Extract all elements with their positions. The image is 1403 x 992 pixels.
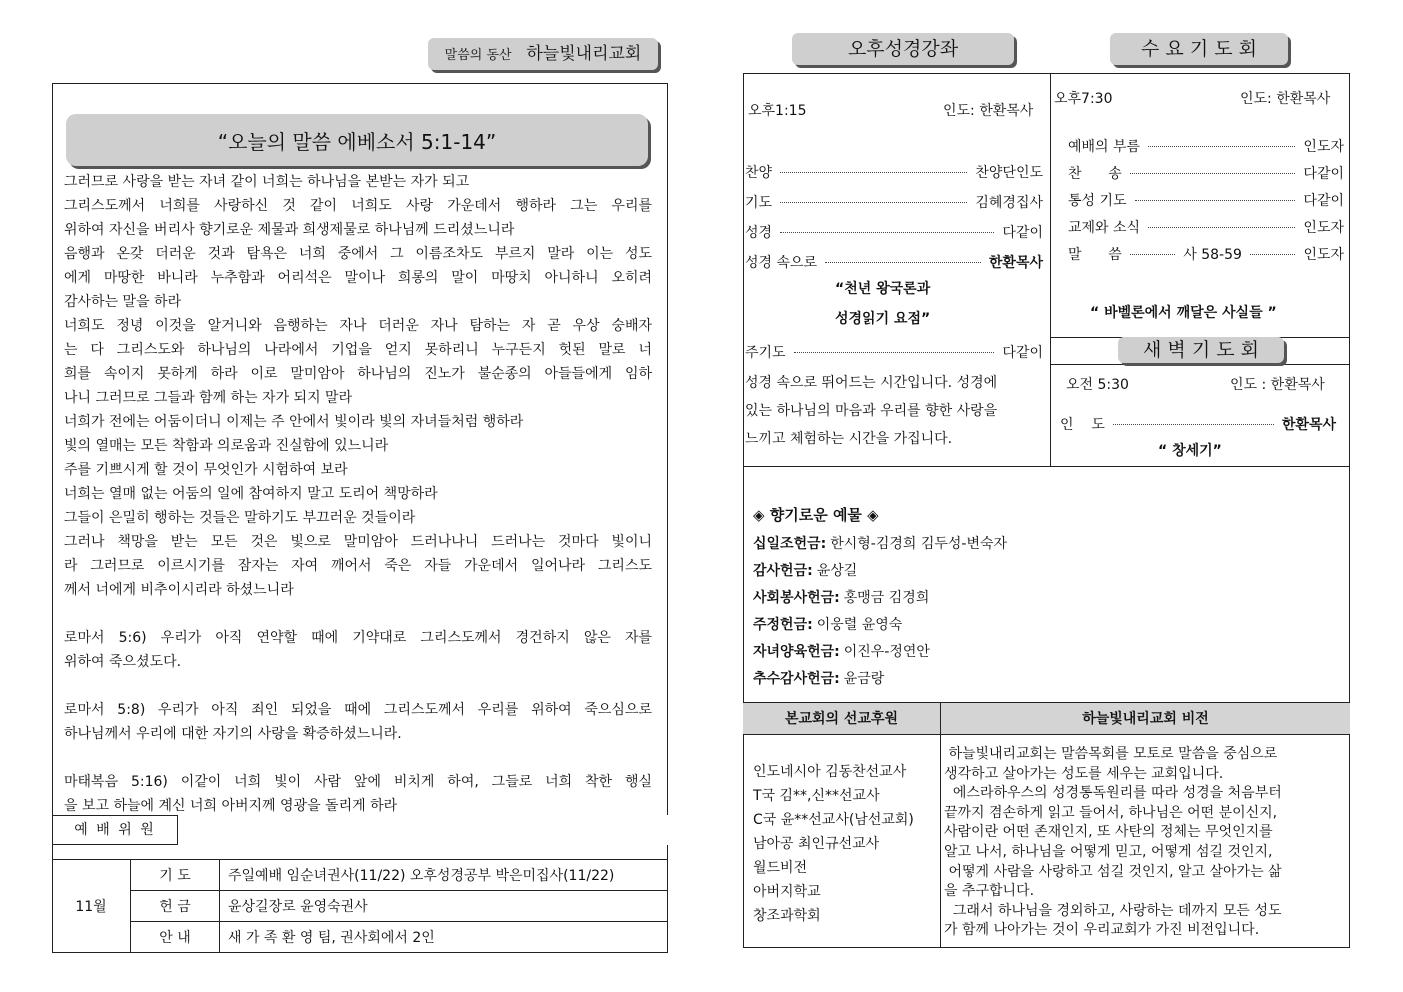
vision-line: 을 추구합니다. — [944, 883, 1035, 900]
table-row — [52, 860, 668, 891]
offering-item — [753, 668, 884, 688]
scripture-line: 로마서 5:6) 우리가 아직 연약할 때에 기약대로 그리스도께서 경건하지 않은 자를 — [64, 630, 652, 646]
order-row — [745, 252, 1043, 272]
order-value: 인도자 — [1303, 139, 1344, 155]
vision-line: 어떻게 사람을 사랑하고 섬길 것인지, 알고 살아가는 삶 — [944, 863, 1282, 880]
offering-kind: 사회봉사헌금: — [753, 590, 840, 606]
word-title: “오늘의 말씀 에베소서 5:1-14” — [217, 130, 497, 154]
dawn-banner — [1118, 337, 1284, 363]
vision-header: 하늘빛내리교회 비전 — [1082, 711, 1209, 727]
table-row — [52, 922, 668, 953]
offering-item — [753, 614, 902, 634]
order-label: 성경 — [745, 225, 773, 241]
offering-item — [753, 587, 929, 607]
dot-leader — [780, 202, 967, 203]
order-value: 다같이 — [1303, 166, 1344, 182]
mission-item: 창조과학회 — [753, 908, 821, 924]
order-value: 찬양단인도 — [975, 165, 1043, 181]
dot-leader — [780, 232, 994, 233]
afternoon-topic-1: “천년 왕국론과 — [835, 281, 931, 297]
scripture-line: 마태복음 5:16) 이같이 너희 빛이 사람 앞에 비치게 하여, 그들로 너희 착한 행실 — [64, 774, 652, 790]
afternoon-banner — [792, 33, 1014, 65]
dot-leader — [1135, 200, 1296, 201]
order-value: 김혜경집사 — [975, 195, 1043, 211]
dawn-title: 새 벽 기 도 회 — [1143, 339, 1259, 361]
dot-leader — [794, 352, 995, 353]
offering-item — [753, 533, 1007, 553]
mission-vision-divider — [940, 702, 941, 948]
afternoon-desc-1: 성경 속으로 뛰어드는 시간입니다. 성경에 — [745, 375, 998, 391]
afternoon-title: 오후성경강좌 — [847, 38, 959, 60]
offering-kind: 자녀양육헌금: — [753, 644, 840, 660]
column-divider — [1050, 73, 1051, 466]
order-row — [745, 192, 1043, 212]
dawn-divider — [1050, 364, 1350, 365]
afternoon-closing-row — [745, 342, 1043, 362]
committee-detail: 윤상길장로 윤영숙권사 — [220, 891, 669, 922]
order-label: 주기도 — [745, 345, 786, 361]
vision-line: 그래서 하나님을 경외하고, 사랑하는 데까지 모든 성도 — [944, 902, 1282, 919]
scripture-line: 나니 그러므로 그들과 함께 하는 자가 되지 말라 — [64, 390, 353, 406]
order-label: 교제와 소식 — [1068, 220, 1141, 236]
order-value: 다같이 — [1002, 345, 1043, 361]
offering-names: 한시형-김경희 김두성-변숙자 — [830, 536, 1008, 552]
order-label: 성경 속으로 — [745, 255, 818, 271]
order-value: 한환목사 — [988, 255, 1043, 271]
offering-names: 이진우-정연안 — [843, 644, 930, 660]
scripture-line: 로마서 5:8) 우리가 아직 죄인 되었을 때에 그리스도께서 우리를 위하여 죽으심으로 — [64, 702, 652, 718]
order-row — [1068, 244, 1344, 264]
dot-leader — [825, 262, 981, 263]
dot-leader — [1130, 254, 1176, 255]
scripture-line: 위하여 죽으셨도다. — [64, 654, 182, 670]
dawn-row — [1060, 414, 1336, 434]
scripture-line: 그리스도께서 너희를 사랑하신 것 같이 너희도 사랑 가운데서 행하라 그는 우리를 — [64, 198, 652, 214]
mission-item: C국 윤**선교사(남선교회) — [753, 812, 914, 828]
order-row — [1068, 136, 1344, 156]
order-row — [745, 222, 1043, 242]
dot-leader — [1148, 146, 1295, 147]
committee-detail: 새 가 족 환 영 팀, 권사회에서 2인 — [220, 922, 669, 953]
committee-label: 예 배 위 원 — [74, 822, 156, 838]
dawn-topic: “ 창세기” — [1158, 443, 1222, 459]
mission-item: 인도네시아 김동찬선교사 — [753, 764, 907, 780]
dawn-leader: 인도 : 한환목사 — [1230, 377, 1325, 393]
mission-item: 아버지학교 — [753, 884, 821, 900]
vision-line: 생각하고 살아가는 성도를 세우는 교회입니다. — [944, 765, 1224, 782]
dot-leader — [1113, 424, 1274, 425]
offering-item — [753, 641, 930, 661]
offering-names: 홍맹금 김경희 — [843, 590, 930, 606]
scripture-line: 희를 속이지 못하게 하라 이로 말미암아 하나님의 진노가 불순종의 아들들에게 임하 — [64, 366, 652, 382]
scripture-line: 그러나 책망을 받는 모든 것은 빛으로 말미암아 드러나나니 드러나는 것마다 빛이니 — [64, 534, 652, 550]
scripture-line: 하나님께서 우리에 대한 자기의 사랑을 확증하셨느니라. — [64, 726, 402, 742]
vision-line: 에스라하우스의 성경통독원리를 따라 성경을 처음부터 — [944, 785, 1282, 802]
order-row — [1068, 190, 1344, 210]
mission-item: 월드비전 — [753, 860, 808, 876]
vision-line: 하늘빛내리교회는 말씀목회를 모토로 말씀을 중심으로 — [944, 746, 1278, 762]
scripture-line: 너희도 정녕 이것을 알거니와 음행하는 자나 더러운 자나 탐하는 자 곧 우상 숭배자 — [64, 318, 652, 334]
dawn-label: 인 도 — [1060, 417, 1105, 433]
vision-line: 사람이란 어떤 존재인지, 또 사탄의 정체는 무엇인지를 — [944, 824, 1273, 841]
wednesday-title: 수 요 기 도 회 — [1141, 38, 1257, 60]
order-value: 다같이 — [1002, 225, 1043, 241]
committee-role: 기 도 — [131, 860, 220, 891]
scripture-line: 빛의 열매는 모든 착함과 의로움과 진실함에 있느니라 — [64, 438, 389, 454]
dawn-time: 오전 5:30 — [1066, 377, 1129, 393]
order-label: 기도 — [745, 195, 773, 211]
offering-kind: 추수감사헌금: — [753, 671, 840, 687]
table-row — [52, 891, 668, 922]
order-value: 인도자 — [1303, 247, 1345, 263]
scripture-line: 감사하는 말을 하라 — [64, 294, 182, 310]
scripture-line: 주를 기쁘시게 할 것이 무엇인가 시험하여 보라 — [64, 462, 348, 478]
order-label: 찬 송 — [1068, 166, 1122, 182]
mission-item: 남아공 최인규선교사 — [753, 836, 880, 852]
scripture-line: 위하여 자신을 버리사 향기로운 제물과 희생제물로 하나님께 드리셨느니라 — [64, 222, 515, 238]
offering-title: ◈ 향기로운 예물 ◈ — [753, 506, 879, 524]
afternoon-desc-3: 느끼고 체험하는 시간을 가집니다. — [745, 431, 953, 447]
order-label: 찬양 — [745, 165, 773, 181]
committee-role: 안 내 — [131, 922, 220, 953]
wednesday-time: 오후7:30 — [1054, 91, 1113, 107]
scripture-line: 라 그러므로 이르시기를 잠자는 자여 깨어서 죽은 자들 가운데서 일어나라 그리스도 — [64, 558, 652, 574]
order-value: 인도자 — [1303, 220, 1344, 236]
scripture-line: 음행과 온갖 더러운 것과 탐욕은 너희 중에서 그 이름조차도 부르지 말라 이는 성도 — [64, 246, 652, 262]
dot-leader — [1250, 254, 1296, 255]
scripture-line: 그러므로 사랑을 받는 자녀 같이 너희는 하나님을 본받는 자가 되고 — [64, 174, 470, 190]
todays-word-title — [66, 114, 648, 166]
order-label: 말 씀 — [1068, 247, 1122, 263]
church-motto: 말씀의 동산 — [444, 48, 512, 63]
scripture-line: 을 보고 하늘에 계신 너희 아버지께 영광을 돌리게 하라 — [64, 798, 398, 814]
order-row — [1068, 217, 1344, 237]
afternoon-time: 오후1:15 — [748, 103, 807, 119]
order-label: 예배의 부름 — [1068, 139, 1141, 155]
order-label: 통성 기도 — [1068, 193, 1127, 209]
scripture-line: 너희가 전에는 어둠이더니 이제는 주 안에서 빛이라 빛의 자녀들처럼 행하라 — [64, 414, 524, 430]
section-divider — [743, 466, 1350, 467]
vision-line: 알고 나서, 하나님을 어떻게 믿고, 어떻게 섬길 것인지, — [944, 844, 1273, 860]
offering-kind: 감사헌금: — [753, 563, 813, 579]
committee-label-box — [52, 815, 178, 845]
order-row — [745, 162, 1043, 182]
mission-header: 본교회의 선교후원 — [784, 711, 899, 727]
committee-table — [52, 859, 668, 952]
offering-kind: 십일조헌금: — [753, 536, 827, 552]
afternoon-desc-2: 있는 하나님의 마음과 우리를 향한 사랑을 — [745, 403, 998, 419]
scripture-line: 에게 마땅한 바니라 누추함과 어리석은 말이나 희롱의 말이 마땅치 아니하니 오히려 — [64, 270, 652, 286]
wednesday-leader: 인도: 한환목사 — [1240, 91, 1331, 107]
committee-month: 11월 — [52, 860, 131, 953]
scripture-line: 그들이 은밀히 행하는 것들은 말하기도 부끄러운 것들이라 — [64, 510, 416, 526]
mission-item: T국 김**,신**선교사 — [753, 788, 880, 804]
offering-names: 윤상길 — [816, 563, 858, 579]
offering-kind: 주정헌금: — [753, 617, 813, 633]
afternoon-leader: 인도: 한환목사 — [943, 103, 1034, 119]
scripture-line: 께서 너에게 비추이시리라 하셨느니라 — [64, 582, 294, 598]
scripture-line: 너희는 열매 없는 어둠의 일에 참여하지 말고 도리어 책망하라 — [64, 486, 438, 502]
afternoon-topic-2: 성경읽기 요점” — [835, 311, 931, 327]
offering-item — [753, 560, 857, 580]
scripture-line: 는 다 그리스도와 하나님의 나라에서 기업을 얻지 못하리니 누구든지 헛된 말로 너 — [64, 342, 652, 358]
church-name: 하늘빛내리교회 — [526, 44, 642, 64]
order-value: 다같이 — [1303, 193, 1344, 209]
wednesday-banner — [1110, 33, 1288, 65]
committee-detail: 주일예배 임순녀권사(11/22) 오후성경공부 박은미집사(11/22) — [220, 860, 669, 891]
dawn-value: 한환목사 — [1281, 417, 1336, 433]
church-header — [428, 38, 658, 70]
dot-leader — [1148, 227, 1295, 228]
vision-line: 가 함께 나아가는 것이 우리교회가 가진 비전입니다. — [944, 922, 1260, 939]
dot-leader — [1130, 173, 1296, 174]
offering-names: 윤금랑 — [843, 671, 885, 687]
vision-line: 끝까지 겸손하게 읽고 들어서, 하나님은 어떤 분이신지, — [944, 804, 1278, 821]
dot-leader — [780, 172, 967, 173]
wednesday-topic: “ 바벨론에서 깨달은 사실들 ” — [1090, 305, 1277, 321]
committee-role: 헌 금 — [131, 891, 220, 922]
order-passage: 사 58-59 — [1183, 247, 1242, 263]
order-row — [1068, 163, 1344, 183]
offering-names: 이웅렬 윤영숙 — [816, 617, 903, 633]
